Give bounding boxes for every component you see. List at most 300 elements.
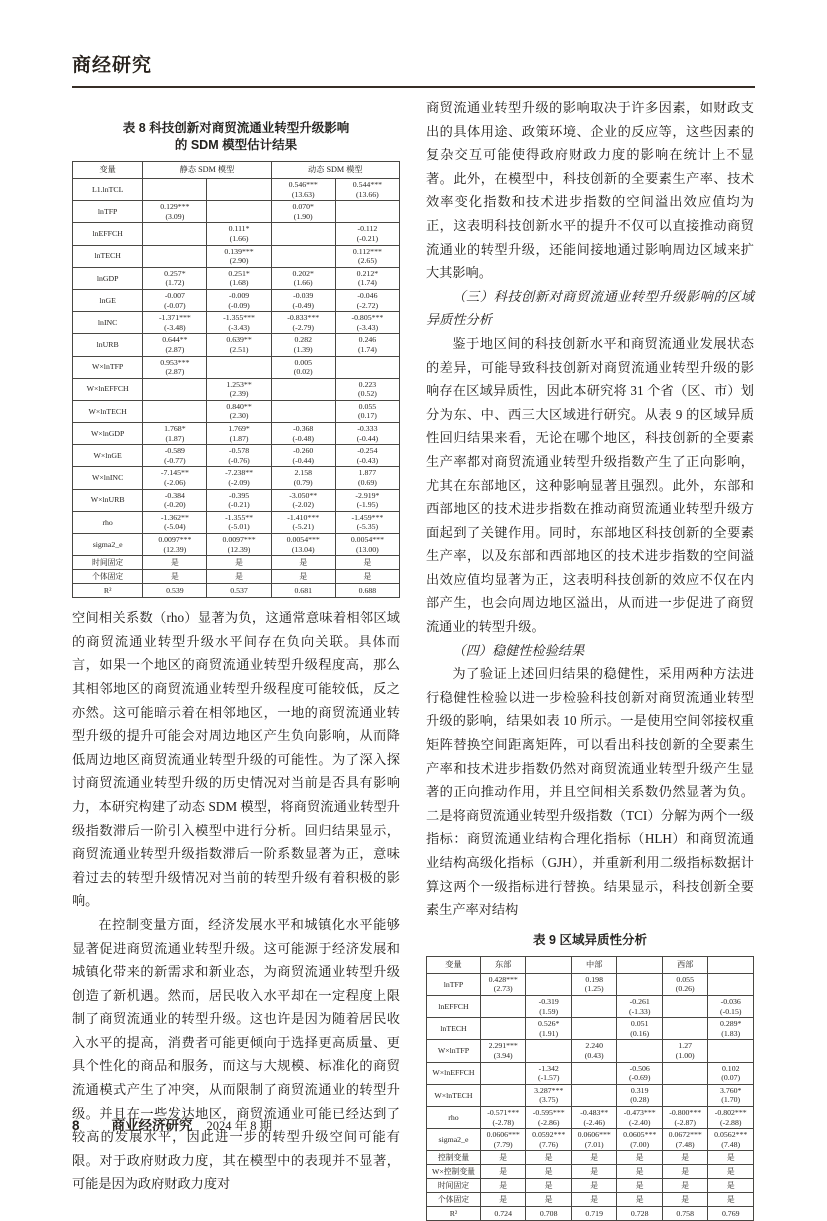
col-header	[526, 956, 572, 973]
coefficient: -0.254	[357, 446, 378, 456]
t-statistic: (7.76)	[539, 1139, 559, 1149]
t-statistic: (3.75)	[539, 1095, 559, 1105]
coefficient: 0.289*	[720, 1019, 742, 1029]
table-cell	[143, 289, 207, 311]
coefficient: 0.546***	[288, 180, 318, 189]
coefficient	[618, 975, 661, 985]
row-label: W×lnURB	[73, 489, 143, 511]
t-statistic: (1.90)	[293, 211, 313, 221]
table-cell	[708, 1018, 754, 1040]
coefficient: -0.261	[629, 996, 650, 1006]
col-header: 东部	[480, 956, 526, 973]
table-cell	[271, 445, 335, 467]
t-statistic: (0.43)	[584, 1050, 604, 1060]
t-statistic: (-5.01)	[228, 522, 250, 532]
table-cell	[526, 1062, 572, 1084]
coefficient	[208, 358, 269, 368]
heading-region-heterogeneity: （三）科技创新对商贸流通业转型升级影响的区域异质性分析	[426, 288, 754, 328]
t-statistic: (1.66)	[293, 278, 313, 288]
table-row	[73, 423, 400, 445]
coefficient: 0.319	[630, 1085, 649, 1095]
table9-caption: 表 9 区域异质性分析	[533, 932, 647, 947]
table-row	[73, 356, 400, 378]
t-statistic	[144, 190, 205, 200]
t-statistic: (1.72)	[165, 278, 185, 288]
table-row	[73, 400, 400, 422]
table-cell	[207, 223, 271, 245]
coefficient	[664, 1086, 707, 1096]
sdm-model-results-table	[72, 161, 400, 598]
row-label: W×lnTECH	[427, 1084, 481, 1106]
table-row	[73, 445, 400, 467]
table-cell	[207, 423, 271, 445]
t-statistic: (13.04)	[291, 544, 315, 554]
t-statistic	[144, 389, 205, 399]
table-cell	[271, 289, 335, 311]
t-statistic: (-3.48)	[164, 322, 186, 332]
page-number: 8	[72, 1118, 80, 1133]
coefficient: 1.253**	[226, 379, 252, 389]
t-statistic: (1.39)	[293, 344, 313, 354]
coefficient: -0.319	[538, 996, 559, 1006]
t-statistic: (2.90)	[229, 256, 249, 266]
table-cell	[271, 511, 335, 533]
coefficient: 1.768*	[164, 424, 186, 434]
coefficient: 0.223	[358, 379, 377, 389]
coefficient: -0.112	[357, 224, 378, 234]
coefficient	[144, 380, 205, 390]
coefficient: 0.0097***	[158, 535, 192, 544]
table-cell: 是	[662, 1193, 708, 1207]
coefficient: 0.526*	[537, 1019, 560, 1029]
coefficient: 0.051	[630, 1019, 649, 1029]
table-cell: 0.537	[207, 584, 271, 598]
table-cell	[207, 534, 271, 556]
coefficient: 3.287***	[534, 1085, 564, 1095]
table-cell: 是	[571, 1179, 617, 1193]
table-cell	[480, 1018, 526, 1040]
table-cell	[480, 1084, 526, 1106]
table-cell: 是	[617, 1193, 663, 1207]
table-cell	[335, 511, 399, 533]
t-statistic: (-0.77)	[164, 455, 186, 465]
row-label: sigma2_e	[73, 534, 143, 556]
coefficient: -1.410***	[287, 512, 320, 522]
coefficient: 2.240	[585, 1041, 603, 1051]
t-statistic: (3.09)	[165, 211, 185, 221]
table-cell	[480, 1040, 526, 1062]
t-statistic: (13.66)	[356, 189, 379, 199]
table8-block	[72, 120, 400, 598]
coefficient	[664, 1064, 707, 1074]
coefficient: -1.342	[538, 1063, 559, 1073]
paragraph-robustness: 为了验证上述回归结果的稳健性，采用两种方法进行稳健性检验以进一步检验科技创新对商贸流通业转型升级的影响，结果如表 10 所示。一是使用空间邻接权重矩阵替换空间距离矩阵，可以看出科技创新的全要素生产率和技术进步指数仍然对商贸流通业转型升级产生显著的正向推动作用，并且空间相关系数仍然显著为负。二是将商贸流通业转型升级指数（TCI）分解为两个一级指标：商贸流通业结构合理化指标（HLH）和商贸流通业结构高级化指标（GJH），并重新利用二级指标数据计算这两个一级指标进行替换。结果显示，科技创新全要素生产率对结构	[426, 666, 754, 918]
row-label: W×lnTECH	[73, 400, 143, 422]
table-row	[73, 534, 400, 556]
t-statistic	[482, 1095, 525, 1105]
table-row	[73, 312, 400, 334]
table-cell	[662, 973, 708, 995]
row-label: W×控制变量	[427, 1165, 481, 1179]
table-cell	[271, 267, 335, 289]
table-cell: 是	[617, 1179, 663, 1193]
t-statistic: (0.28)	[630, 1095, 650, 1105]
table-cell	[143, 356, 207, 378]
coefficient: -0.578	[228, 446, 250, 456]
col-header: 静态 SDM 模型	[143, 162, 271, 179]
table-cell	[617, 995, 663, 1017]
coefficient: -0.333	[357, 424, 378, 434]
col-header	[708, 956, 754, 973]
table-cell	[143, 179, 207, 201]
table-cell	[143, 423, 207, 445]
coefficient	[482, 1019, 525, 1029]
col-header	[617, 956, 663, 973]
t-statistic: (2.39)	[229, 389, 249, 399]
t-statistic: (0.79)	[293, 478, 313, 488]
coefficient	[337, 202, 398, 212]
coefficient: -1.362**	[160, 512, 189, 522]
t-statistic: (-0.48)	[292, 433, 314, 443]
paragraph-rho-discussion: 空间相关系数（rho）显著为负，这通常意味着相邻区域的商贸流通业转型升级水平间存在负向关联。具体而言，如果一个地区的商贸流通业转型升级程度高，那么其相邻地区的商贸流通业转型升级程度可能较低，反之亦然。这可能暗示着在相邻地区，一地的商贸流通业转型升级的提升可能会对周边地区产生负向影响，从而降低周边地区商贸流通业转型升级的可能性。为了深入探讨商贸流通业转型升级的历史情况对当前是否具有影响力，本研究构建了动态 SDM 模型，将商贸流通业转型升级指数滞后一阶引入模型中进行分析。回归结果显示，商贸流通业转型升级指数滞后一阶系数显著为正，意味着过去的转型升级情况对当前的转型升级有着积极的影响。	[72, 610, 400, 909]
t-statistic: (7.48)	[675, 1139, 695, 1149]
table-cell	[617, 1062, 663, 1084]
table-cell: 是	[708, 1193, 754, 1207]
paragraph-fiscal-continuation: 商贸流通业转型升级的影响取决于许多因素，如财政支出的具体用途、政策环境、企业的反应等，这些因素的复杂交互可能使得政府财政力度的影响在统计上不显著。此外，在模型中，科技创新的全要素生产率、技术效率变化指数和技术进步指数的空间溢出效应值均为正，这表明科技创新水平的提升不仅可以直接推动商贸流通业的转型升级，还能间接地通过影响周边区域来扩大其影响。	[426, 100, 754, 281]
col-header-variable: 变量	[427, 956, 481, 973]
table-row	[73, 289, 400, 311]
table-cell	[662, 1018, 708, 1040]
table-cell: 是	[271, 570, 335, 584]
t-statistic: (-1.95)	[356, 500, 379, 510]
table-cell: 是	[207, 570, 271, 584]
coefficient	[144, 402, 205, 412]
t-statistic	[664, 1007, 707, 1017]
coefficient: 1.769*	[228, 424, 250, 434]
table-cell	[143, 445, 207, 467]
t-statistic	[273, 256, 334, 266]
row-label: lnGE	[73, 289, 143, 311]
coefficient: 0.055	[358, 401, 377, 411]
table-cell	[207, 334, 271, 356]
t-statistic: (1.87)	[165, 433, 185, 443]
t-statistic: (7.79)	[493, 1139, 513, 1149]
coefficient	[144, 247, 205, 257]
table-cell	[335, 245, 399, 267]
t-statistic	[144, 256, 205, 266]
row-label: W×lnINC	[73, 467, 143, 489]
t-statistic: (0.52)	[357, 389, 377, 399]
row-label: W×lnEFFCH	[73, 378, 143, 400]
t-statistic: (-5.04)	[164, 522, 186, 532]
table-cell	[207, 356, 271, 378]
t-statistic: (0.02)	[293, 367, 313, 377]
table-row	[73, 378, 400, 400]
col-header: 中部	[571, 956, 617, 973]
row-label: rho	[427, 1106, 481, 1128]
t-statistic: (0.07)	[721, 1073, 741, 1083]
t-statistic: (-3.43)	[356, 322, 379, 332]
row-label: lnTFP	[73, 201, 143, 223]
row-label: lnEFFCH	[73, 223, 143, 245]
coefficient	[527, 975, 570, 985]
table-cell: 0.719	[571, 1207, 617, 1221]
coefficient: 0.251*	[228, 268, 250, 278]
t-statistic: (-2.87)	[674, 1117, 696, 1127]
row-label: W×lnEFFCH	[427, 1062, 481, 1084]
coefficient	[709, 1041, 752, 1051]
t-statistic	[273, 389, 334, 399]
coefficient: -0.483**	[580, 1107, 609, 1117]
coefficient: 0.112***	[352, 246, 382, 256]
coefficient: 0.0562***	[714, 1130, 748, 1140]
coefficient: 0.639**	[226, 335, 252, 345]
table-cell	[143, 267, 207, 289]
coefficient: -1.371***	[158, 313, 191, 323]
table-cell	[335, 223, 399, 245]
table-cell	[662, 1062, 708, 1084]
table-cell	[143, 400, 207, 422]
coefficient: -2.919*	[355, 490, 380, 500]
coefficient: -0.802***	[714, 1107, 747, 1117]
t-statistic	[709, 984, 752, 994]
coefficient: -1.355***	[223, 313, 255, 323]
t-statistic: (0.26)	[675, 984, 695, 994]
table-cell: 是	[708, 1165, 754, 1179]
coefficient: 0.257*	[164, 268, 186, 278]
table-header-row	[73, 162, 400, 179]
coefficient: -0.571***	[487, 1107, 520, 1117]
row-label: sigma2_e	[427, 1129, 481, 1151]
coefficient	[573, 997, 616, 1007]
table-cell: 是	[143, 556, 207, 570]
t-statistic: (-0.76)	[228, 455, 250, 465]
row-label: 时间固定	[73, 556, 143, 570]
table-cell	[207, 445, 271, 467]
t-statistic: (-0.44)	[292, 455, 314, 465]
row-label: W×lnTFP	[427, 1040, 481, 1062]
table-cell	[571, 995, 617, 1017]
t-statistic: (1.74)	[357, 278, 377, 288]
table-cell	[143, 223, 207, 245]
t-statistic	[664, 1073, 707, 1083]
t-statistic: (-2.78)	[492, 1117, 514, 1127]
t-statistic: (-2.86)	[537, 1117, 560, 1127]
t-statistic: (1.68)	[229, 278, 249, 288]
t-statistic: (0.17)	[357, 411, 377, 421]
t-statistic	[573, 1007, 616, 1017]
coefficient: -1.459***	[351, 512, 384, 522]
table-cell	[335, 356, 399, 378]
table-cell	[335, 423, 399, 445]
table-cell	[207, 312, 271, 334]
table-cell	[143, 489, 207, 511]
coefficient: 1.27	[678, 1041, 693, 1051]
table-cell	[271, 400, 335, 422]
t-statistic	[573, 1095, 616, 1105]
coefficient: 0.0605***	[623, 1130, 657, 1140]
t-statistic	[527, 1051, 570, 1061]
t-statistic: (1.59)	[539, 1006, 559, 1016]
coefficient: 0.0097***	[222, 535, 256, 544]
table-cell: 是	[207, 556, 271, 570]
table-cell: 0.681	[271, 584, 335, 598]
table-cell	[708, 995, 754, 1017]
table-cell: 是	[526, 1151, 572, 1165]
table-cell	[617, 1040, 663, 1062]
coefficient: 0.544***	[352, 180, 383, 189]
t-statistic: (-0.20)	[164, 500, 186, 510]
row-label: lnTECH	[427, 1018, 481, 1040]
table-cell	[271, 467, 335, 489]
table-cell	[207, 400, 271, 422]
coefficient: -0.009	[228, 290, 250, 300]
table-cell: 是	[526, 1179, 572, 1193]
coefficient: 0.198	[585, 974, 603, 984]
t-statistic: (1.25)	[584, 984, 604, 994]
t-statistic: (-5.35)	[356, 522, 379, 532]
t-statistic: (-1.57)	[537, 1073, 560, 1083]
t-statistic: (-0.21)	[356, 233, 379, 243]
table-cell: 是	[708, 1151, 754, 1165]
coefficient: -0.473***	[623, 1107, 656, 1117]
t-statistic: (-2.72)	[356, 300, 379, 310]
table-cell	[617, 1084, 663, 1106]
table-cell	[271, 378, 335, 400]
coefficient: 0.0054***	[286, 535, 320, 544]
row-label: lnGDP	[73, 267, 143, 289]
coefficient: -0.506	[629, 1063, 650, 1073]
coefficient: -0.007	[164, 290, 185, 300]
coefficient: 0.055	[676, 974, 694, 984]
coefficient	[709, 975, 752, 985]
coefficient: -7.238**	[225, 468, 254, 478]
table-cell	[143, 511, 207, 533]
table-cell	[571, 973, 617, 995]
t-statistic	[664, 1029, 707, 1039]
table-cell	[480, 995, 526, 1017]
coefficient	[664, 1019, 707, 1029]
row-label: lnURB	[73, 334, 143, 356]
spacer	[72, 598, 400, 606]
t-statistic: (2.65)	[357, 256, 377, 266]
table-row	[73, 511, 400, 533]
t-statistic: (-0.49)	[292, 300, 314, 310]
table-cell	[143, 534, 207, 556]
t-statistic: (2.87)	[165, 344, 185, 354]
coefficient: -0.589	[164, 446, 185, 456]
t-statistic	[573, 1029, 616, 1039]
t-statistic	[337, 212, 398, 222]
coefficient: -0.805***	[351, 313, 384, 323]
row-label: R²	[427, 1207, 481, 1221]
table-cell	[207, 467, 271, 489]
col-header-variable: 变量	[73, 162, 143, 179]
table-cell: 是	[662, 1165, 708, 1179]
t-statistic: (2.30)	[229, 411, 249, 421]
table-row	[73, 467, 400, 489]
table-cell	[207, 489, 271, 511]
table-cell: 是	[708, 1179, 754, 1193]
t-statistic	[482, 1029, 525, 1039]
table-cell: 是	[617, 1151, 663, 1165]
row-label: rho	[73, 511, 143, 533]
t-statistic: (-2.79)	[292, 322, 314, 332]
table-cell	[271, 312, 335, 334]
coefficient: 0.0606***	[577, 1130, 611, 1140]
table-cell	[207, 511, 271, 533]
table-cell	[708, 1062, 754, 1084]
coefficient	[573, 1064, 616, 1074]
table-row	[427, 1207, 754, 1221]
table-cell	[335, 334, 399, 356]
table-cell: 0.758	[662, 1207, 708, 1221]
table-cell	[662, 1040, 708, 1062]
paragraph-control-variables: 在控制变量方面，经济发展水平和城镇化水平能够显著促进商贸流通业转型升级。这可能源于经济发展和城镇化带来的新需求和新业态，为商贸流通业转型升级创造了新机遇。然而，居民收入水平却在一定程度上限制了商贸流通业的转型升级。这也许是因为随着居民收入水平的提高，消费者可能更倾向于选择更高质量、更具个性化的商品和服务，而这与大规模、标准化的商贸流通模式产生了冲突，从而限制了商贸流通业的转型升级。并且在一些发达地区，商贸流通业可能已经达到了较高的发展水平，因此进一步的转型升级空间可能有限。对于政府财政力度，其在模型中的表现并不显著，可能是因为政府财政力度对	[72, 916, 400, 1192]
heading-robustness: （四）稳健性检验结果	[452, 642, 585, 658]
table-row	[427, 1193, 754, 1207]
t-statistic: (1.74)	[357, 344, 377, 354]
table-row	[73, 489, 400, 511]
t-statistic: (1.66)	[229, 233, 249, 243]
table-cell	[335, 489, 399, 511]
t-statistic	[709, 1051, 752, 1061]
coefficient: 3.760*	[720, 1085, 742, 1095]
table-cell	[335, 445, 399, 467]
t-statistic	[618, 1051, 661, 1061]
t-statistic: (2.87)	[165, 367, 185, 377]
coefficient	[273, 380, 334, 390]
table-cell	[271, 423, 335, 445]
table-cell: 0.539	[143, 584, 207, 598]
table-cell: 是	[571, 1193, 617, 1207]
table-cell	[207, 267, 271, 289]
row-label: lnTECH	[73, 245, 143, 267]
left-column	[72, 96, 400, 1221]
row-label: 控制变量	[427, 1151, 481, 1165]
table-cell: 是	[617, 1165, 663, 1179]
table-cell	[708, 1040, 754, 1062]
table-cell	[143, 201, 207, 223]
coefficient: -0.260	[293, 446, 314, 456]
row-label: W×lnGDP	[73, 423, 143, 445]
table-cell	[143, 334, 207, 356]
table-cell	[526, 1084, 572, 1106]
t-statistic: (12.39)	[163, 544, 187, 554]
table-cell: 是	[271, 556, 335, 570]
table-row	[73, 245, 400, 267]
coefficient	[482, 1064, 525, 1074]
page-footer	[72, 1114, 755, 1134]
table-cell: 是	[480, 1151, 526, 1165]
coefficient: -0.395	[228, 490, 250, 500]
coefficient: 0.0606***	[486, 1130, 520, 1140]
t-statistic: (7.01)	[584, 1139, 604, 1149]
t-statistic: (-0.09)	[228, 300, 250, 310]
table-cell	[335, 267, 399, 289]
t-statistic	[208, 190, 269, 200]
table-cell	[571, 1062, 617, 1084]
t-statistic: (1.00)	[675, 1050, 695, 1060]
table-cell	[335, 312, 399, 334]
coefficient	[208, 180, 269, 190]
section-title: 商经研究	[72, 55, 153, 76]
row-label: lnINC	[73, 312, 143, 334]
table-cell	[335, 289, 399, 311]
table-cell	[271, 179, 335, 201]
coefficient: 0.070*	[292, 202, 314, 212]
t-statistic: (2.73)	[493, 984, 513, 994]
